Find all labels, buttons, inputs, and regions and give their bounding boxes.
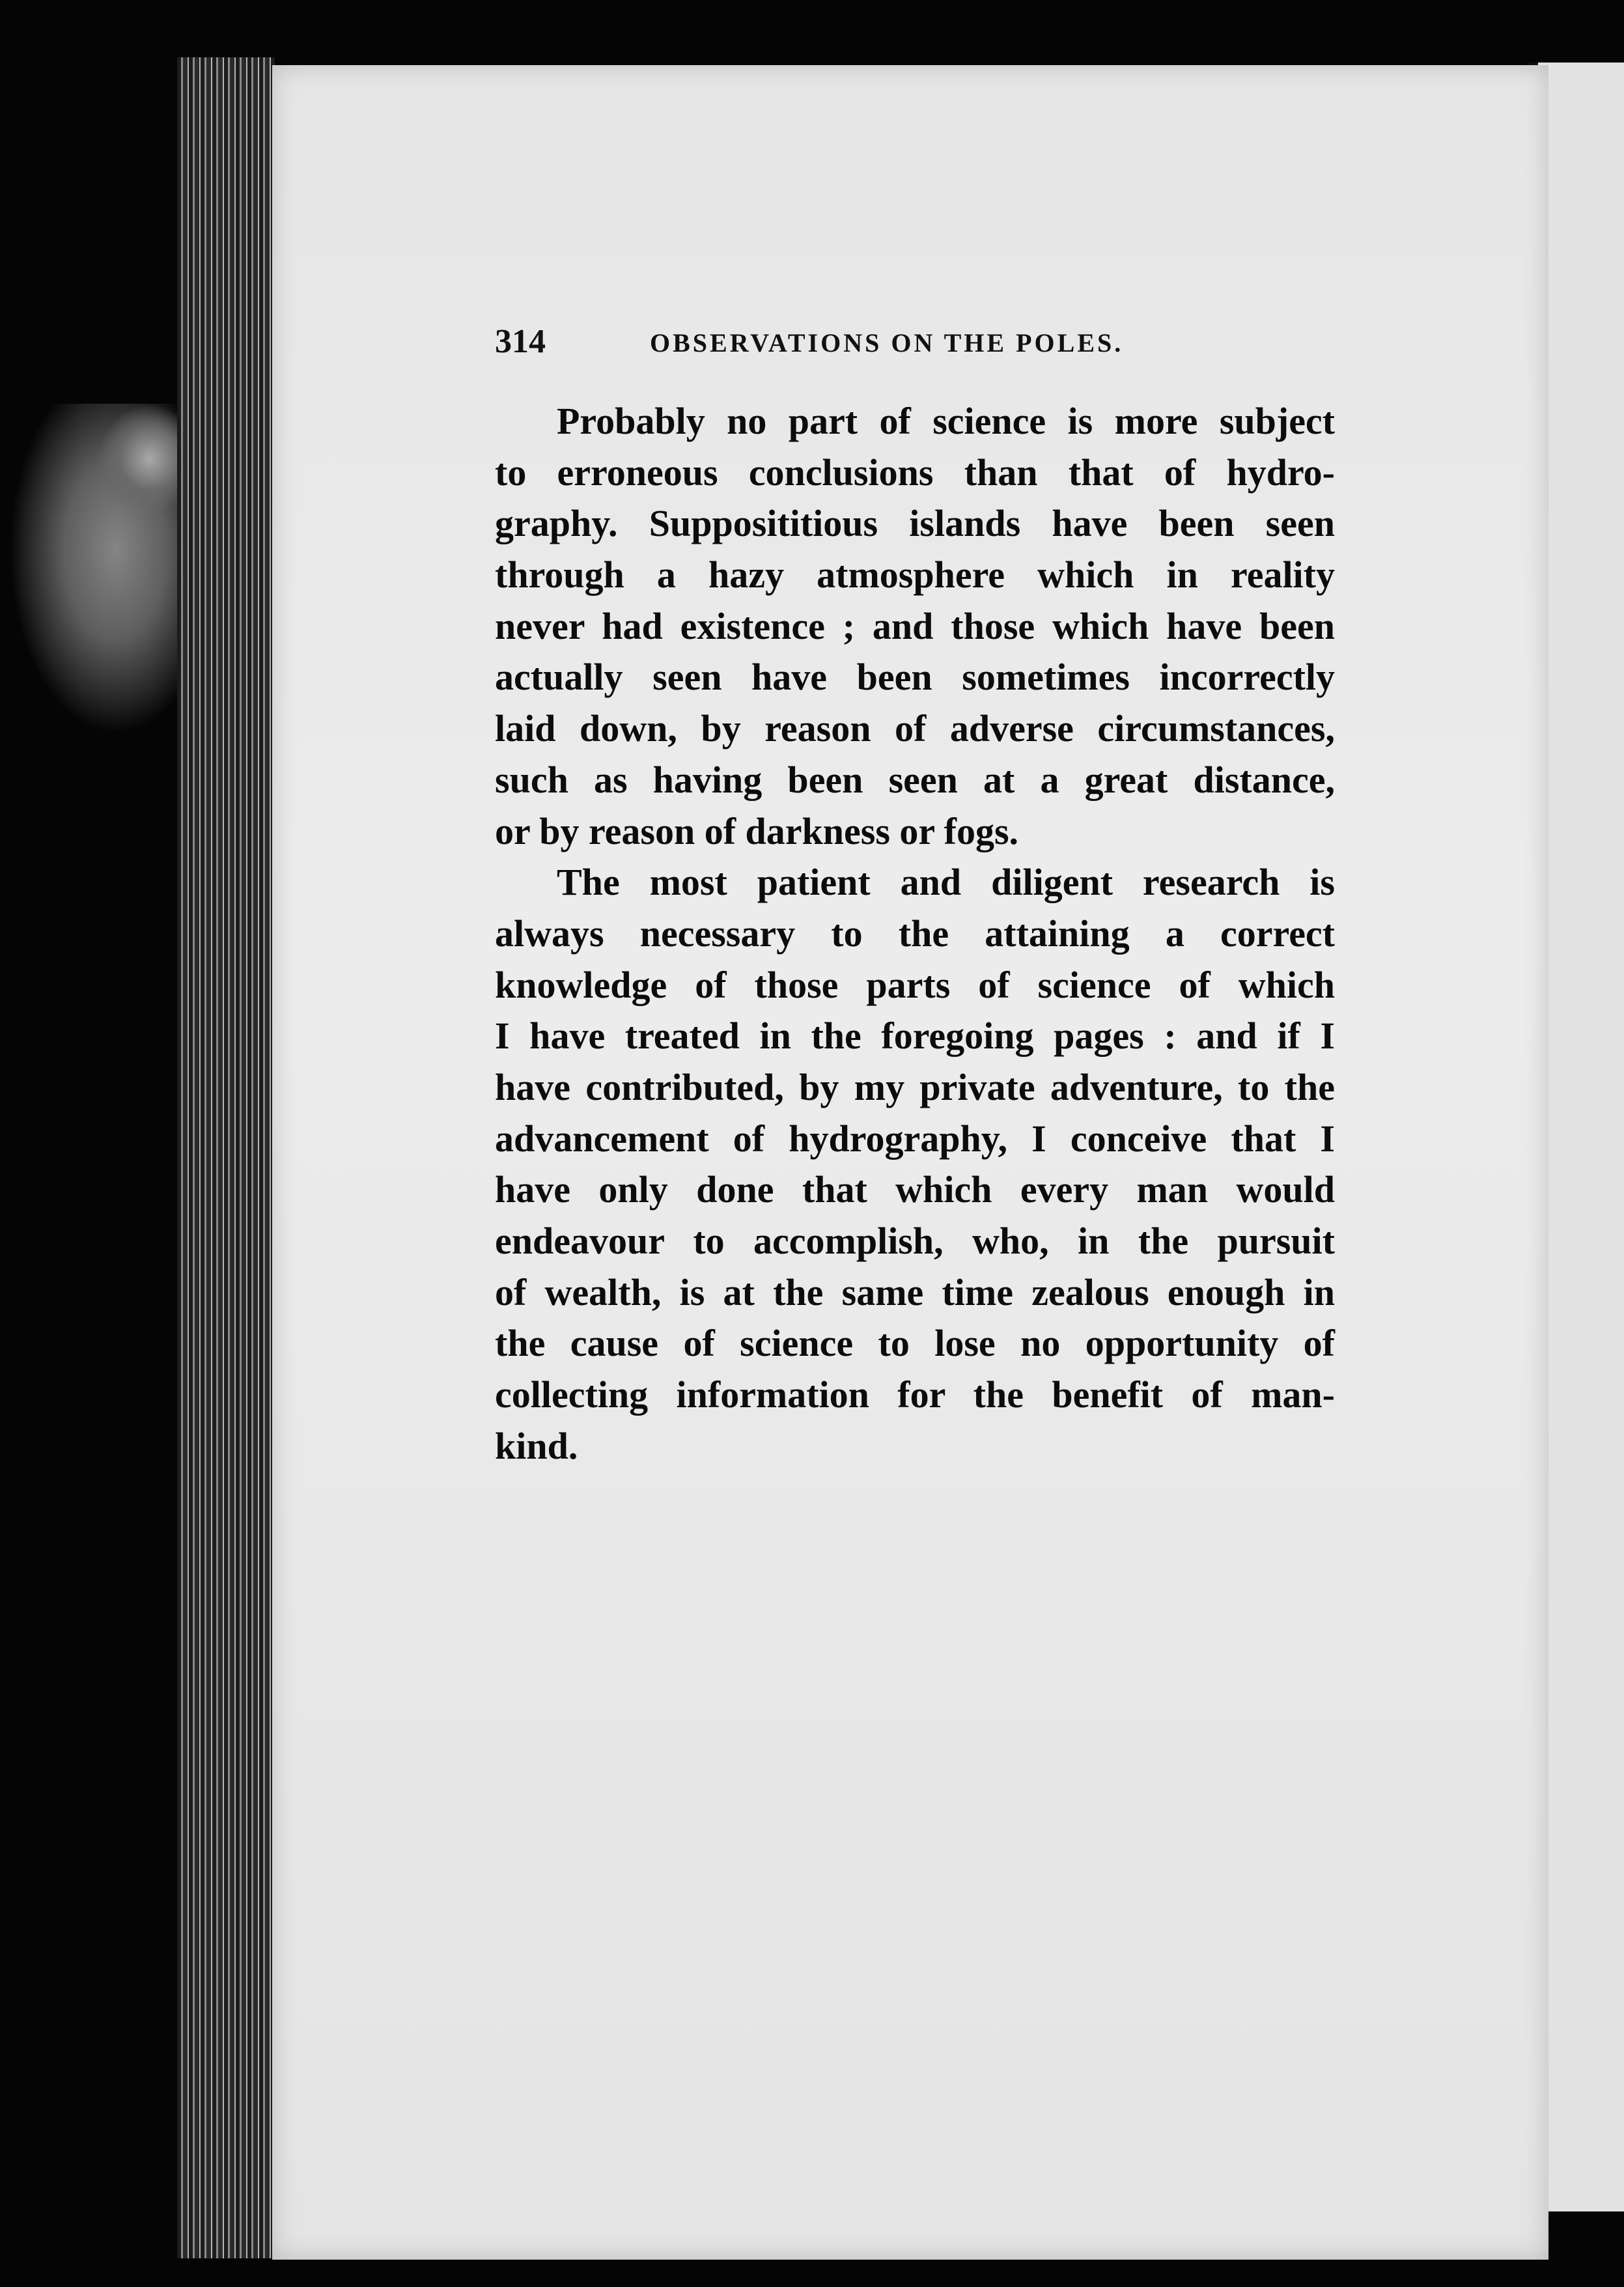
body-text — [495, 396, 1335, 1472]
text-line: or by reason of darkness or fogs. — [495, 809, 1019, 852]
text-line: such as having been seen at a great distance, — [495, 758, 1335, 801]
text-line: have contributed, by my private adventure, to the — [495, 1065, 1335, 1108]
text-line: through a hazy atmosphere which in reality — [495, 554, 1335, 596]
text-line: graphy. Supposititious islands have been seen — [495, 502, 1335, 545]
text-line: collecting information for the benefit of man- — [495, 1373, 1335, 1416]
text-line: endeavour to accomplish, who, in the pursuit — [495, 1220, 1335, 1262]
running-head — [495, 322, 1341, 368]
text-line: actually seen have been sometimes incorrectly — [495, 656, 1335, 699]
text-line: The most patient and diligent research is — [557, 861, 1335, 904]
book-page-edges — [177, 57, 275, 2258]
text-line: laid down, by reason of adverse circumstances, — [495, 707, 1335, 750]
running-head-title: OBSERVATIONS ON THE POLES. — [650, 328, 1124, 358]
text-line: knowledge of those parts of science of which — [495, 963, 1335, 1006]
text-line: Probably no part of science is more subject — [557, 400, 1335, 442]
text-line: have only done that which every man would — [495, 1168, 1335, 1211]
text-line: advancement of hydrography, I conceive that I — [495, 1117, 1335, 1160]
text-line: to erroneous conclusions than that of hydro- — [495, 451, 1335, 494]
text-line: I have treated in the foregoing pages : and if I — [495, 1015, 1335, 1058]
text-line: always necessary to the attaining a correct — [495, 912, 1335, 955]
paragraph-1 — [495, 396, 1335, 857]
text-line: the cause of science to lose no opportunity of — [495, 1322, 1335, 1365]
paragraph-2 — [495, 857, 1335, 1472]
page-number: 314 — [495, 323, 546, 360]
text-line: never had existence ; and those which have been — [495, 604, 1335, 647]
text-line: of wealth, is at the same time zealous enough in — [495, 1270, 1335, 1313]
text-line: kind. — [495, 1424, 578, 1467]
